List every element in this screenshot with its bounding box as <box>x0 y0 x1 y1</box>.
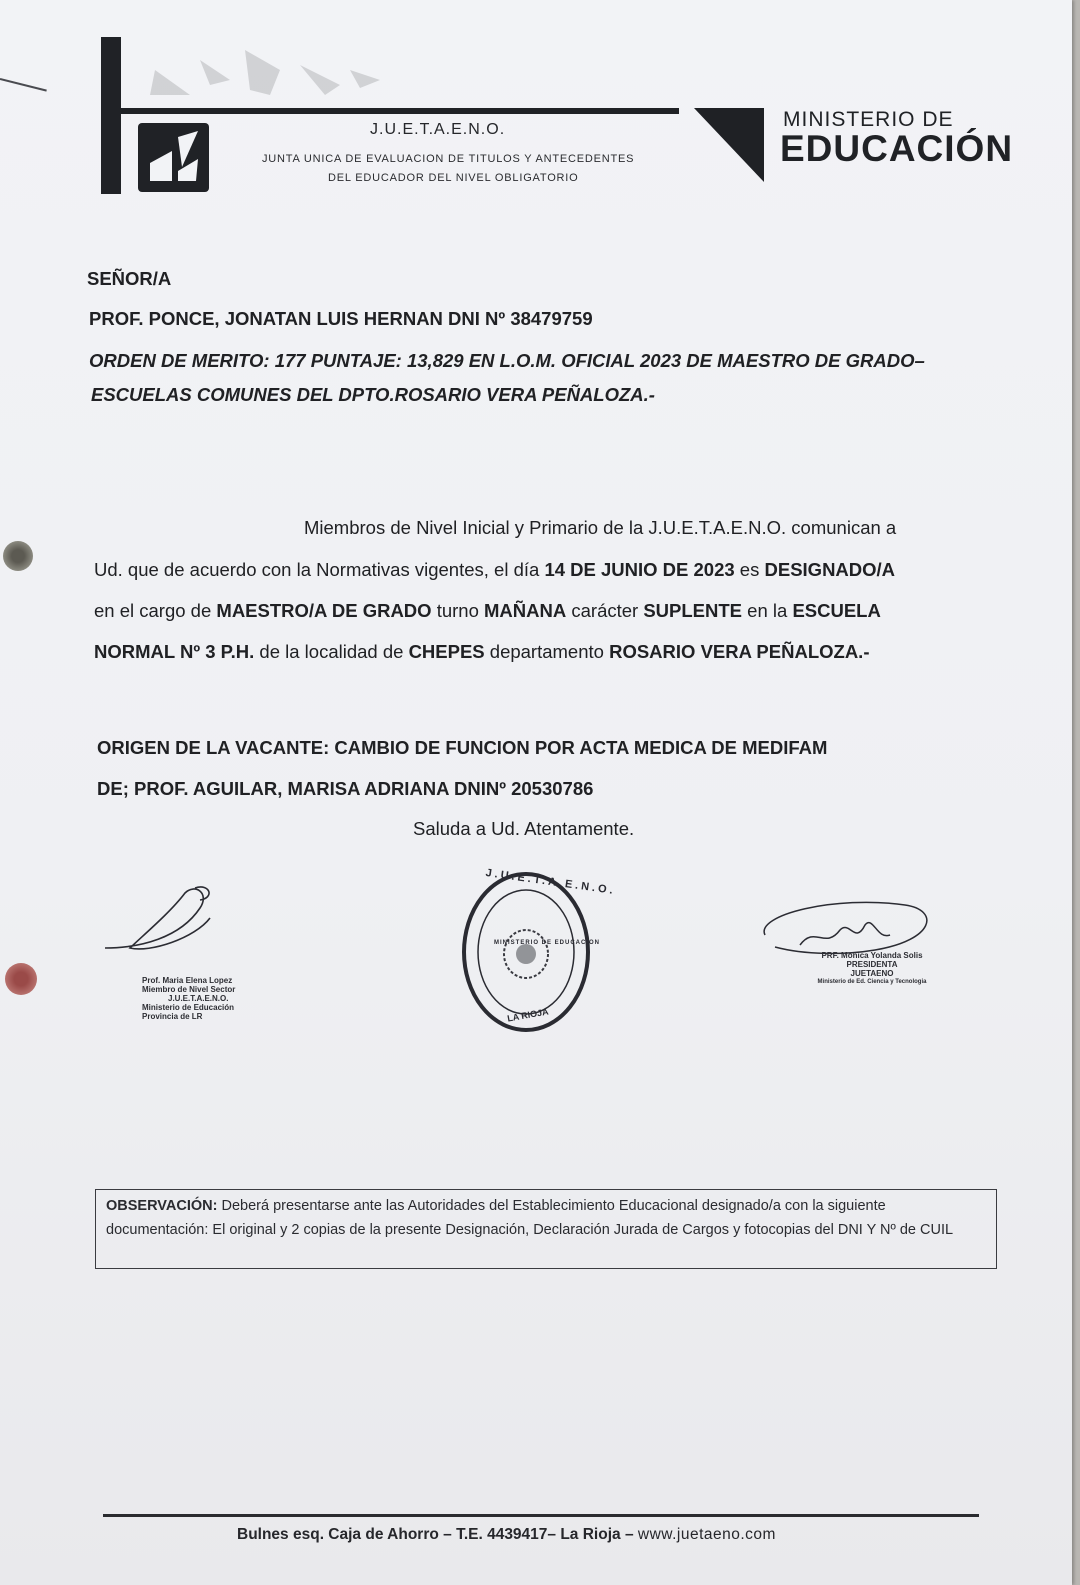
body-line2-text: Ud. que de acuerdo con la Normativas vigentes, el día <box>94 559 545 580</box>
ministry-logo-icon <box>694 108 766 184</box>
left-signature-stamp <box>142 976 272 1021</box>
seal-inner-text: MINISTERIO DE EDUCACION <box>494 940 601 946</box>
left-sig-line2: Miembro de Nivel Sector <box>142 985 236 994</box>
left-signature-scribble <box>100 878 230 968</box>
vacancy-origin-line2: DE; PROF. AGUILAR, MARISA ADRIANA DNINº 20530786 <box>97 778 594 799</box>
merit-line2: ESCUELAS COMUNES DEL DPTO.ROSARIO VERA PEÑALOZA.- <box>91 384 655 405</box>
faded-watermark-logo <box>150 40 390 100</box>
right-sig-line3: JUETAENO <box>850 969 894 978</box>
footer-rule <box>103 1514 979 1517</box>
ministry-line1: MINISTERIO DE <box>783 108 954 131</box>
logo-mark <box>138 123 209 192</box>
left-sig-line5: Provincia de LR <box>142 1012 203 1021</box>
locality: CHEPES <box>408 641 485 662</box>
right-sig-line4: Ministerio de Ed. Ciencia y Tecnologia <box>817 979 927 985</box>
body-line3 <box>94 600 881 622</box>
body-line4 <box>94 641 869 663</box>
header-rule <box>101 108 679 114</box>
body-line3-turno: turno <box>431 600 485 621</box>
juetaeno-logo-icon <box>138 123 209 192</box>
body-line3-en-la: en la <box>742 600 793 621</box>
body-line4-text: de la localidad de <box>254 641 409 662</box>
observation-text: Deberá presentarse ante las Autoridades del Establecimiento Educacional designado/a con la siguiente documentación: El original y 2 copias de la presente Designación, Declaración Jurada de Cargos y fotocopias del DNI Y Nº de CUIL <box>106 1198 954 1238</box>
footer-website: www.juetaeno.com <box>637 1526 776 1543</box>
body-line3-caracter: carácter <box>566 600 644 621</box>
body-line3-text: en el cargo de <box>94 600 217 621</box>
ministry-line2: EDUCACIÓN <box>780 128 1014 169</box>
body-line4-dept: departamento <box>484 641 610 662</box>
pen-mark <box>0 78 47 92</box>
header-subtitle-line1: JUNTA UNICA DE EVALUACION DE TITULOS Y ANTECEDENTES <box>262 153 635 165</box>
body-line2-es: es <box>734 559 765 580</box>
left-sig-line4: Ministerio de Educación <box>142 1003 235 1012</box>
punch-hole-lower <box>5 963 37 995</box>
salutation: SEÑOR/A <box>87 268 172 289</box>
designation-status: DESIGNADO/A <box>764 559 896 580</box>
designation-date: 14 DE JUNIO DE 2023 <box>544 559 735 580</box>
left-sig-line3: J.U.E.T.A.E.N.O. <box>168 994 229 1003</box>
header-vertical-bar <box>101 37 121 194</box>
seal-top-text: J.U.E.T.A.E.N.O. <box>484 866 617 898</box>
vacancy-origin-line1: ORIGEN DE LA VACANTE: CAMBIO DE FUNCION POR ACTA MEDICA DE MEDIFAM <box>97 737 828 758</box>
footer-address-text: Bulnes esq. Caja de Ahorro – T.E. 4439417– La Rioja – <box>237 1526 638 1543</box>
position-title: MAESTRO/A DE GRADO <box>216 600 432 621</box>
header-subtitle-line2: DEL EDUCADOR DEL NIVEL OBLIGATORIO <box>328 172 579 184</box>
body-line1: Miembros de Nivel Inicial y Primario de la J.U.E.T.A.E.N.O. comunican a <box>304 517 897 538</box>
recipient-name: PROF. PONCE, JONATAN LUIS HERNAN DNI Nº 38479759 <box>89 308 593 329</box>
observation-label: OBSERVACIÓN: <box>106 1198 218 1214</box>
punch-hole-upper <box>3 541 33 571</box>
school-word: ESCUELA <box>792 600 881 621</box>
department: ROSARIO VERA PEÑALOZA.- <box>609 641 870 662</box>
seal-bottom-text: LA RIOJA <box>506 1006 550 1024</box>
observation-box <box>95 1189 997 1269</box>
closing-greeting: Saluda a Ud. Atentamente. <box>413 818 635 839</box>
right-signature-stamp <box>797 951 947 987</box>
school-name: NORMAL Nº 3 P.H. <box>94 641 255 662</box>
body-line2 <box>94 559 895 581</box>
left-sig-line1: Prof. Maria Elena Lopez <box>142 976 233 985</box>
merit-line1: ORDEN DE MERITO: 177 PUNTAJE: 13,829 EN L.O.M. OFICIAL 2023 DE MAESTRO DE GRADO– <box>89 350 925 371</box>
right-sig-line1: PRF. Monica Yolanda Solis <box>821 951 923 960</box>
shift: MAÑANA <box>484 600 567 621</box>
character-type: SUPLENTE <box>643 600 743 621</box>
right-sig-line2: PRESIDENTA <box>846 960 898 969</box>
footer-address <box>237 1526 776 1544</box>
header-acronym: J.U.E.T.A.E.N.O. <box>370 121 506 138</box>
